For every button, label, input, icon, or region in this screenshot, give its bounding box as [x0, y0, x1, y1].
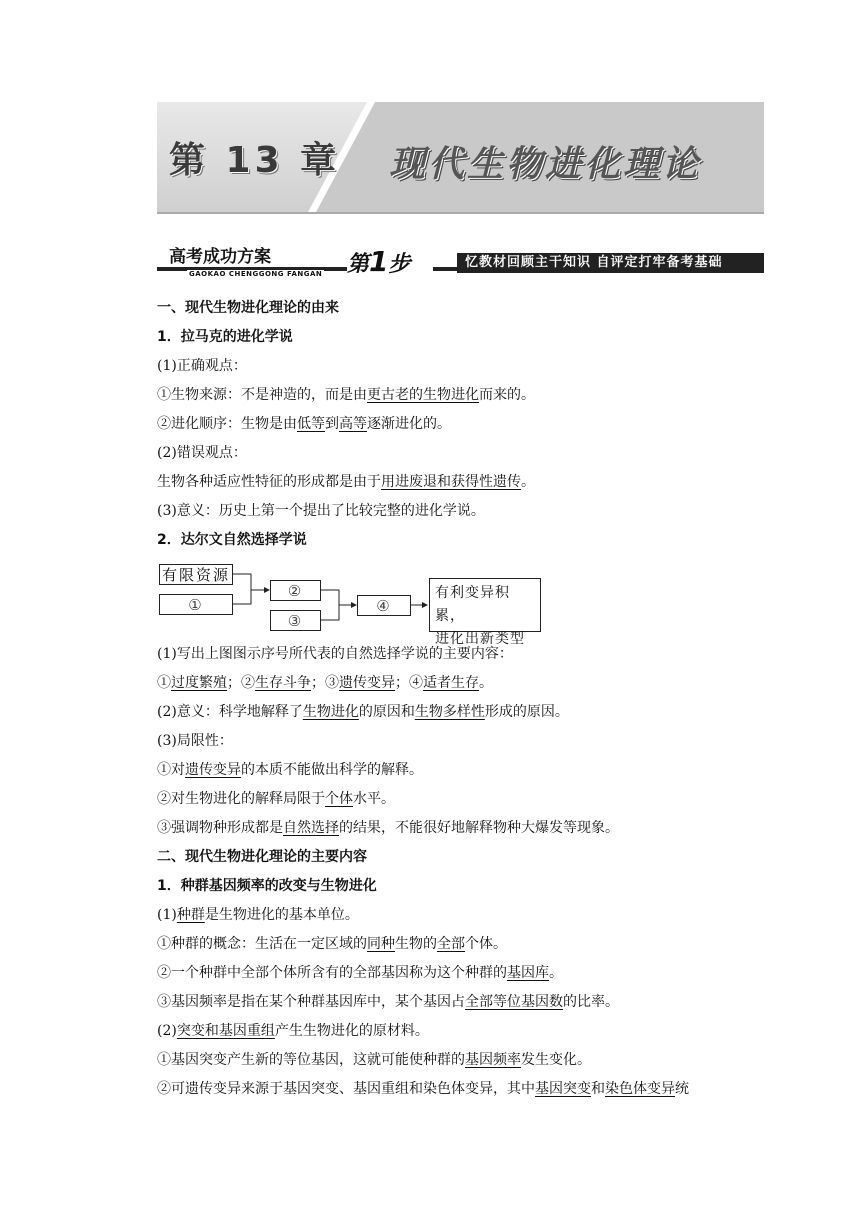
- text: ①基因突变产生新的等位基因，这就可能使种群的: [157, 1052, 465, 1068]
- text: 到: [325, 416, 339, 432]
- text: 逐渐进化的。: [367, 416, 451, 432]
- gaokao-bar-pinyin: GAOKAO CHENGGONG FANGAN: [189, 270, 323, 278]
- section1-heading: 一、现代生物进化理论的由来: [157, 300, 339, 316]
- text: (2)意义：科学地解释了: [157, 704, 303, 720]
- step-number: 1: [369, 245, 389, 278]
- answer: 生物多样性: [414, 704, 485, 720]
- diagram-box-4: ④: [357, 595, 411, 616]
- text: ；④: [395, 675, 423, 691]
- significance-text: (3)意义：历史上第一个提出了比较完整的进化学说。: [157, 503, 485, 519]
- limitation-1: [157, 760, 423, 780]
- answer: 遗传变异: [185, 762, 241, 778]
- answer: 低等: [297, 416, 325, 432]
- wrong-views-label: (2)错误观点：: [157, 445, 247, 461]
- text: 。: [479, 675, 493, 691]
- chapter-title: 现代生物进化理论: [389, 144, 702, 185]
- text: 。: [521, 474, 535, 490]
- answer: 个体: [325, 791, 353, 807]
- gaokao-bar: [157, 247, 764, 277]
- answer: 适者生存: [423, 675, 479, 691]
- text: 的比率。: [563, 994, 619, 1010]
- text: ；③: [311, 675, 339, 691]
- chapter-banner: [157, 102, 764, 214]
- mutation-effect: [157, 1050, 591, 1070]
- text: ②进化顺序：生物是由: [157, 416, 297, 432]
- answer: 遗传变异: [339, 675, 395, 691]
- text: (1): [157, 907, 177, 923]
- section2-sub1-heading: 1．种群基因频率的改变与生物进化: [157, 878, 377, 894]
- limitation-2: [157, 789, 395, 809]
- limitation-3: [157, 818, 619, 838]
- step-label: [347, 245, 433, 277]
- text: 个体。: [465, 936, 507, 952]
- answer: 全部等位基因数: [465, 994, 563, 1010]
- text: ①生物来源：不是神造的，而是由: [157, 387, 367, 403]
- population-unit: [157, 905, 359, 925]
- answer: 自然选择: [283, 820, 339, 836]
- chapter-number: 第 13 章: [169, 140, 341, 181]
- raw-materials: [157, 1021, 429, 1041]
- sub2-heading: 2．达尔文自然选择学说: [157, 532, 307, 548]
- text: 产生生物进化的原材料。: [274, 1023, 429, 1039]
- text: ①: [157, 675, 171, 691]
- answer: 染色体变异: [605, 1081, 675, 1097]
- answer: 高等: [339, 416, 367, 432]
- answer: 生物进化: [302, 704, 359, 720]
- text: 统: [675, 1081, 689, 1097]
- text: 而来的。: [479, 387, 535, 403]
- diagram-box-2: ②: [270, 580, 321, 601]
- diagram-box-3: ③: [270, 610, 321, 631]
- text: 形成的原因。: [484, 704, 569, 720]
- answer: 同种: [367, 936, 395, 952]
- correct-view-2: [157, 414, 451, 434]
- result-line-1: 有利变异积累，: [435, 585, 510, 624]
- step-prefix: 第: [347, 252, 370, 277]
- text: 是生物进化的基本单位。: [204, 907, 359, 923]
- sub1-heading: 1．拉马克的进化学说: [157, 329, 293, 345]
- text: 的结果，不能很好地解释物种大爆发等现象。: [339, 820, 619, 836]
- text: ③强调物种形成都是: [157, 820, 283, 836]
- text: 生物各种适应性特征的形成都是由于: [157, 474, 381, 490]
- population-concept: [157, 934, 507, 954]
- correct-views-label: (1)正确观点：: [157, 358, 247, 374]
- step-suffix: 步: [388, 252, 411, 277]
- diagram-box-1: ①: [159, 594, 233, 615]
- gaokao-bar-title: 高考成功方案: [165, 247, 275, 267]
- answer: 更古老的生物进化: [367, 387, 479, 403]
- correct-view-1: [157, 385, 535, 405]
- text: (2): [157, 1023, 177, 1039]
- answer: 生存斗争: [255, 675, 311, 691]
- text: ③基因频率是指在某个种群基因库中，某个基因占: [157, 994, 465, 1010]
- answer: 基因库: [507, 965, 549, 981]
- text: ①对: [157, 762, 185, 778]
- section2-heading: 二、现代生物进化理论的主要内容: [157, 849, 367, 865]
- heritable-variation: [157, 1079, 689, 1099]
- result-line-2: 进化出新类型: [435, 631, 525, 647]
- text: 和: [591, 1081, 605, 1097]
- question-2: [157, 702, 569, 722]
- text: 水平。: [353, 791, 395, 807]
- diagram-box-resource: 有限资源: [159, 564, 233, 585]
- text: 的原因和: [358, 704, 415, 720]
- gaokao-bar-slogan: 忆教材回顾主干知识 自评定打牢备考基础: [457, 253, 764, 273]
- text: 生物的: [395, 936, 437, 952]
- answer: 基因频率: [465, 1052, 521, 1068]
- text: ②一个种群中全部个体所含有的全部基因称为这个种群的: [157, 965, 507, 981]
- answer: 用进废退和获得性遗传: [381, 474, 521, 490]
- text: ；②: [227, 675, 255, 691]
- question-1-answer: [157, 673, 493, 693]
- gene-pool: [157, 963, 563, 983]
- answer: 过度繁殖: [171, 675, 227, 691]
- gene-frequency: [157, 992, 619, 1012]
- natural-selection-diagram: [157, 562, 543, 647]
- text: 的本质不能做出科学的解释。: [241, 762, 423, 778]
- answer: 全部: [437, 936, 465, 952]
- answer: 基因突变: [535, 1081, 591, 1097]
- wrong-view-text: [157, 472, 535, 492]
- text: ①种群的概念：生活在一定区域的: [157, 936, 367, 952]
- answer: 突变和基因重组: [176, 1023, 275, 1039]
- text: 。: [549, 965, 563, 981]
- diagram-box-result: [429, 578, 541, 647]
- text: ②可遗传变异来源于基因突变、基因重组和染色体变异，其中: [157, 1081, 535, 1097]
- limitations-label: (3)局限性：: [157, 733, 233, 749]
- text: 发生变化。: [521, 1052, 591, 1068]
- answer: 种群: [176, 907, 205, 923]
- text: ②对生物进化的解释局限于: [157, 791, 325, 807]
- question-1: (1)写出上图图示序号所代表的自然选择学说的主要内容：: [157, 646, 513, 662]
